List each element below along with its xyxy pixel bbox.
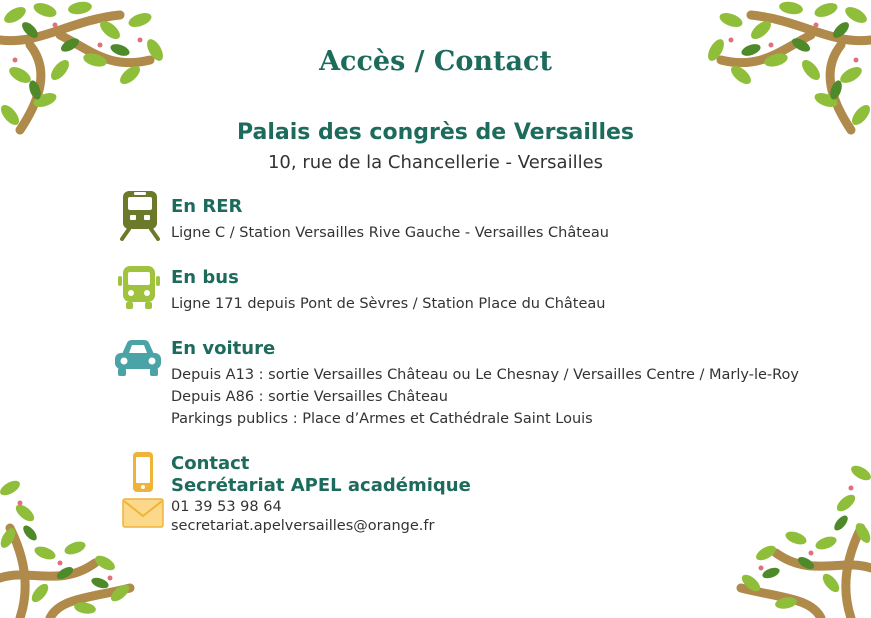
contact-phone: 01 39 53 98 64 <box>171 499 282 515</box>
foliage-bottom-right-decoration <box>731 458 871 618</box>
bus-title: En bus <box>171 267 239 288</box>
bus-icon <box>117 264 161 310</box>
car-line-parkings: Parkings publics : Place d’Armes et Cathédrale Saint Louis <box>171 411 593 427</box>
train-icon <box>119 189 161 241</box>
venue-address: 10, rue de la Chancellerie - Versailles <box>267 152 604 173</box>
venue-name: Palais des congrès de Versailles <box>236 120 635 145</box>
smartphone-icon <box>131 451 155 493</box>
envelope-icon <box>122 497 164 529</box>
contact-title: Contact <box>171 453 250 474</box>
rer-title: En RER <box>171 196 243 217</box>
contact-section <box>171 453 471 536</box>
car-line-a13: Depuis A13 : sortie Versailles Château ou Le Chesnay / Versailles Centre / Marly-le-Roy <box>171 367 800 383</box>
car-line-a86: Depuis A86 : sortie Versailles Château <box>171 389 448 405</box>
car-icon <box>112 338 164 378</box>
car-section <box>171 338 799 430</box>
page-title: Accès / Contact <box>319 46 552 77</box>
bus-section <box>171 267 605 315</box>
contact-subtitle: Secrétariat APEL académique <box>171 475 471 496</box>
rer-section <box>171 196 609 244</box>
foliage-bottom-left-decoration <box>0 468 140 618</box>
rer-line: Ligne C / Station Versailles Rive Gauche - Versailles Château <box>171 225 609 241</box>
car-title: En voiture <box>171 338 276 359</box>
contact-email[interactable]: secretariat.apelversailles@orange.fr <box>171 518 435 534</box>
bus-line: Ligne 171 depuis Pont de Sèvres / Station Place du Château <box>171 296 606 312</box>
